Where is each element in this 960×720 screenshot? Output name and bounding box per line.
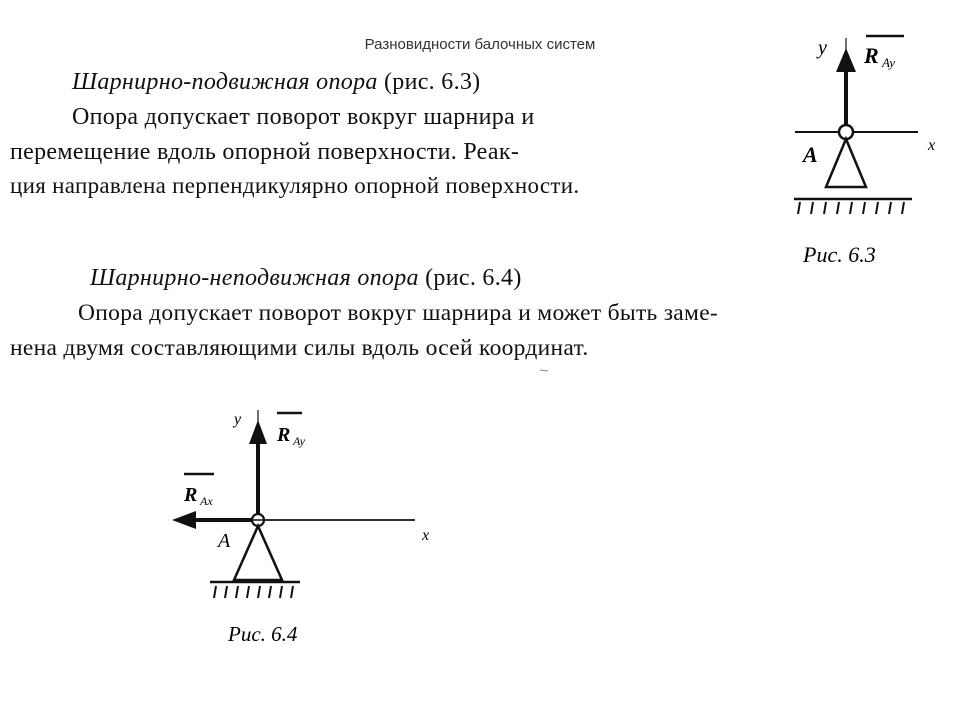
section-1-line-1: Опора допускает поворот вокруг шарнира и bbox=[72, 104, 535, 130]
fig63-force-arrowhead bbox=[836, 48, 856, 72]
fig64-force-y-subscript: Ay bbox=[293, 434, 305, 448]
figure-6-4 bbox=[172, 410, 429, 646]
fig64-force-y-label: R bbox=[277, 424, 291, 446]
section-1-line-3: ция направлена перпендикулярно опорной поверхности. bbox=[10, 173, 580, 198]
fig63-force-subscript: Ay bbox=[882, 55, 895, 70]
fig64-axis-x-label: x bbox=[422, 527, 430, 544]
fig63-axis-y-label: y bbox=[818, 37, 827, 59]
section-2-heading: Шарнирно-неподвижная опора bbox=[90, 265, 419, 291]
slide-title: Разновидности балочных систем bbox=[364, 36, 596, 53]
fig64-force-x-subscript: Ax bbox=[200, 494, 213, 508]
fig64-caption: Рис. 6.4 bbox=[228, 622, 298, 646]
fig64-support-triangle bbox=[234, 526, 282, 580]
fig63-point-label: A bbox=[803, 142, 818, 167]
fig63-force-label: R bbox=[864, 43, 879, 68]
section-1-line-2: перемещение вдоль опорной поверхности. Реак- bbox=[10, 139, 520, 165]
fig63-ground-hatch bbox=[798, 202, 904, 214]
fig63-support-triangle bbox=[826, 139, 866, 187]
section-2-line-2: нена двумя составляющими силы вдоль осей координат. bbox=[10, 335, 589, 361]
section-2-line-1: Опора допускает поворот вокруг шарнира и может быть заме- bbox=[78, 300, 719, 326]
fig64-force-x-arrowhead bbox=[172, 511, 196, 529]
scan-artifact bbox=[540, 370, 548, 371]
fig64-force-x-label: R bbox=[184, 484, 198, 506]
fig64-ground-hatch bbox=[214, 586, 293, 598]
fig63-axis-x-label: x bbox=[928, 137, 936, 154]
section-2-heading-ref: (рис. 6.4) bbox=[425, 265, 522, 291]
fig63-caption: Рис. 6.3 bbox=[803, 242, 876, 267]
fig64-axis-y-label: y bbox=[234, 411, 242, 428]
section-1-heading: Шарнирно-подвижная опора bbox=[72, 69, 378, 95]
section-1-heading-ref: (рис. 6.3) bbox=[383, 69, 481, 95]
fig64-force-y-arrowhead bbox=[249, 420, 267, 444]
figure-6-3 bbox=[794, 36, 935, 267]
fig64-point-label: A bbox=[218, 530, 231, 552]
